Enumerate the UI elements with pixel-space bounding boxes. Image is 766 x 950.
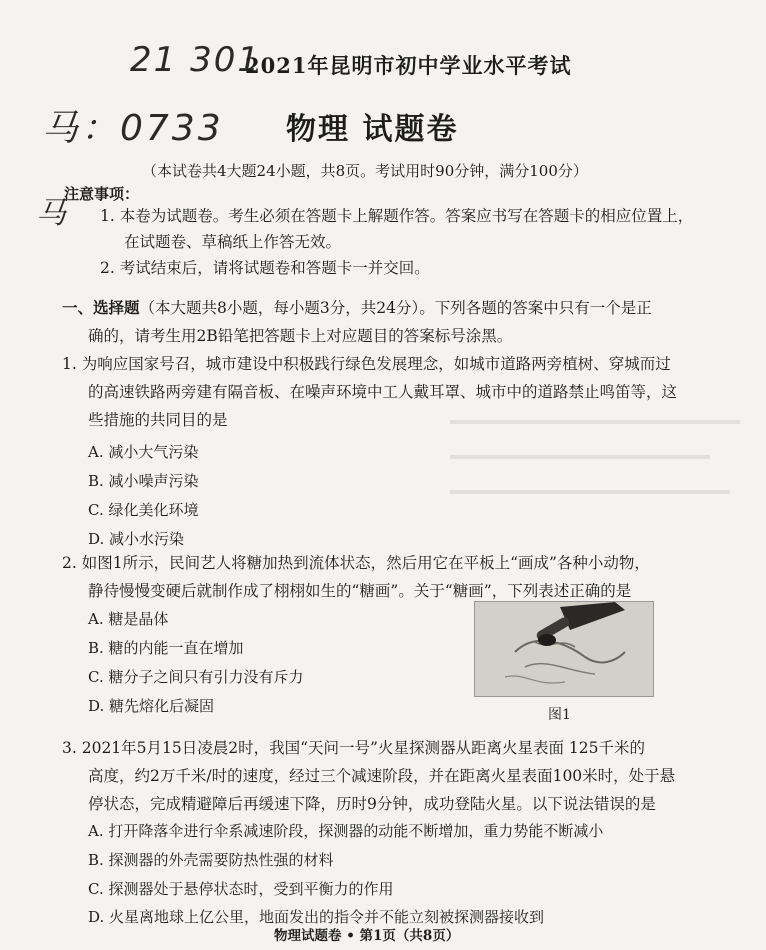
handwritten-side-mark: 马 [36,196,66,231]
q1-line-3: 些措施的共同目的是 [88,411,228,429]
section-desc-2: 确的，请考生用2B铅笔把答题卡上对应题目的答案标号涂黑。 [88,327,513,345]
notice-item-2: 2. 考试结束后，请将试题卷和答题卡一并交回。 [100,259,430,277]
q1-option-d: D. 减小水污染 [88,530,185,548]
paper-title: 物理 试题卷 [286,112,459,147]
q3-option-a: A. 打开降落伞进行伞系减速阶段，探测器的动能不断增加，重力势能不断减小 [88,822,604,840]
q1-option-c: C. 绿化美化环境 [88,501,199,519]
q3-option-c: C. 探测器处于悬停状态时，受到平衡力的作用 [88,880,394,898]
q2-option-a: A. 糖是晶体 [88,610,169,628]
figure-1-caption: 图1 [548,707,571,723]
figure-1-sugar-painting [474,601,654,697]
paper-subtitle: （本试卷共4大题24小题，共8页。考试用时90分钟，满分100分） [142,162,588,180]
q3-option-d: D. 火星离地球上亿公里，地面发出的指令并不能立刻被探测器接收到 [88,908,545,926]
q3-option-b: B. 探测器的外壳需要防热性强的材料 [88,851,334,869]
section-heading [62,293,652,323]
handwritten-number: 马：0733 [42,108,224,149]
section-title: 一、选择题 [62,298,140,317]
notice-heading: 注意事项： [64,185,140,203]
page-footer: 物理试题卷 • 第1页（共8页） [274,928,460,944]
q2-option-d: D. 糖先熔化后凝固 [88,697,215,715]
q1-option-b: B. 减小噪声污染 [88,472,199,490]
show-through-marks [450,410,740,530]
q3-line-1: 3. 2021年5月15日凌晨2时，我国“天问一号”火星探测器从距离火星表面 125千米的 [62,739,645,757]
q1-option-a: A. 减小大气污染 [88,443,199,461]
handwritten-overlay: 21 301 [130,40,261,80]
q1-line-2: 的高速铁路两旁建有隔音板、在噪声环境中工人戴耳罩、城市中的道路禁止鸣笛等，这 [88,383,678,401]
q1-line-1: 1. 为响应国家号召，城市建设中积极践行绿色发展理念，如城市道路两旁植树、穿城而过 [62,355,671,373]
notice-item-1: 1. 本卷为试题卷。考生必须在答题卡上解题作答。答案应书写在答题卡的相应位置上， [100,207,694,225]
q2-line-1: 2. 如图1所示，民间艺人将糖加热到流体状态，然后用它在平板上“画成”各种小动物， [62,554,650,572]
exam-title: 2021年昆明市初中学业水平考试 [245,53,572,78]
q2-option-c: C. 糖分子之间只有引力没有斥力 [88,668,304,686]
sugar-painting-photo [475,602,653,696]
q3-line-2: 高度，约2万千米/时的速度，经过三个减速阶段，并在距离火星表面100米时，处于悬 [88,767,676,785]
q3-line-3: 停状态，完成精避障后再缓速下降，历时9分钟，成功登陆火星。以下说法错误的是 [88,795,656,813]
section-desc-1: （本大题共8小题，每小题3分，共24分）。下列各题的答案中只有一个是正 [139,299,652,317]
q2-option-b: B. 糖的内能一直在增加 [88,639,244,657]
notice-item-1-cont: 在试题卷、草稿纸上作答无效。 [124,233,342,251]
q2-line-2: 静待慢慢变硬后就制作成了栩栩如生的“糖画”。关于“糖画”，下列表述正确的是 [88,582,632,600]
